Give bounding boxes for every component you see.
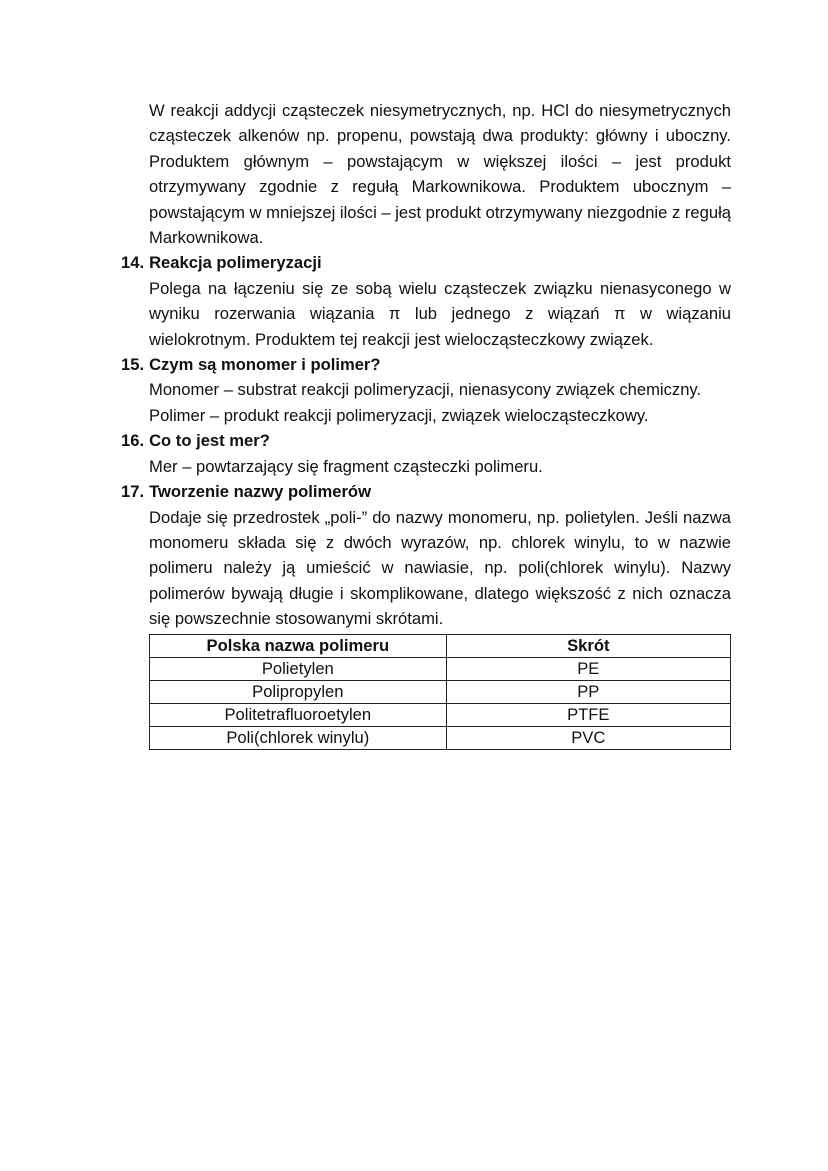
column-header-abbr: Skrót xyxy=(446,634,730,657)
polymer-name-cell: Polipropylen xyxy=(150,680,447,703)
section-17 xyxy=(121,479,731,749)
section-16 xyxy=(121,428,731,479)
section-heading xyxy=(121,352,731,377)
intro-paragraph: W reakcji addycji cząsteczek niesymetrycznych, np. HCl do niesymetrycznych cząsteczek alkenów np. propenu, powstają dwa produkty: główny i uboczny. Produktem głównym – powstającym w większej ilości – jest produkt otrzymywany zgodnie z regułą Markownikowa. Produktem ubocznym – powstającym w mniejszej ilości – jest produkt otrzymywany niezgodnie z regułą Markownikowa. xyxy=(149,101,731,248)
table-header-row xyxy=(150,634,731,657)
polymer-name-cell: Politetrafluoroetylen xyxy=(150,703,447,726)
section-title: Tworzenie nazwy polimerów xyxy=(149,482,371,502)
section-heading xyxy=(121,479,731,504)
section-title: Co to jest mer? xyxy=(149,431,270,451)
polymer-abbreviation-table xyxy=(149,634,731,750)
mer-definition: Mer – powtarzający się fragment cząsteczki polimeru. xyxy=(149,456,543,476)
table-row xyxy=(150,680,731,703)
document-content xyxy=(121,98,731,750)
section-number: 14. xyxy=(121,253,145,273)
polymer-abbr-cell: PVC xyxy=(446,726,730,749)
section-number: 17. xyxy=(121,482,145,502)
section-number: 15. xyxy=(121,355,145,375)
table-row xyxy=(150,726,731,749)
polymer-name-cell: Polietylen xyxy=(150,657,447,680)
table-row xyxy=(150,657,731,680)
monomer-definition: Monomer – substrat reakcji polimeryzacji, nienasycony związek chemiczny. xyxy=(149,380,702,400)
section-heading xyxy=(121,428,731,453)
section-heading xyxy=(121,250,731,275)
polymer-definition: Polimer – produkt reakcji polimeryzacji, związek wielocząsteczkowy. xyxy=(149,405,649,425)
polymer-abbr-cell: PP xyxy=(446,680,730,703)
polymer-abbr-cell: PE xyxy=(446,657,730,680)
polymer-name-cell: Poli(chlorek winylu) xyxy=(150,726,447,749)
table-row xyxy=(150,703,731,726)
polymer-abbr-cell: PTFE xyxy=(446,703,730,726)
section-title: Czym są monomer i polimer? xyxy=(149,355,381,375)
section-paragraph: Polega na łączeniu się ze sobą wielu cząsteczek związku nienasyconego w wyniku rozerwania wiązania π lub jednego z wiązań π w wiązaniu wielokrotnym. Produktem tej reakcji jest wielocząsteczkowy związek. xyxy=(149,278,731,349)
section-14 xyxy=(121,250,731,352)
section-paragraph: Dodaje się przedrostek „poli-” do nazwy monomeru, np. polietylen. Jeśli nazwa monomeru składa się z dwóch wyrazów, np. chlorek winylu, to w nazwie polimeru należy ją umieścić w nawiasie, np. poli(chlorek winylu). Nazwy polimerów bywają długie i skomplikowane, dlatego większość z nich oznacza się powszechnie stosowanymi skrótami. xyxy=(149,507,731,629)
column-header-name: Polska nazwa polimeru xyxy=(150,634,447,657)
section-title: Reakcja polimeryzacji xyxy=(149,253,322,273)
section-15 xyxy=(121,352,731,428)
section-number: 16. xyxy=(121,431,145,451)
